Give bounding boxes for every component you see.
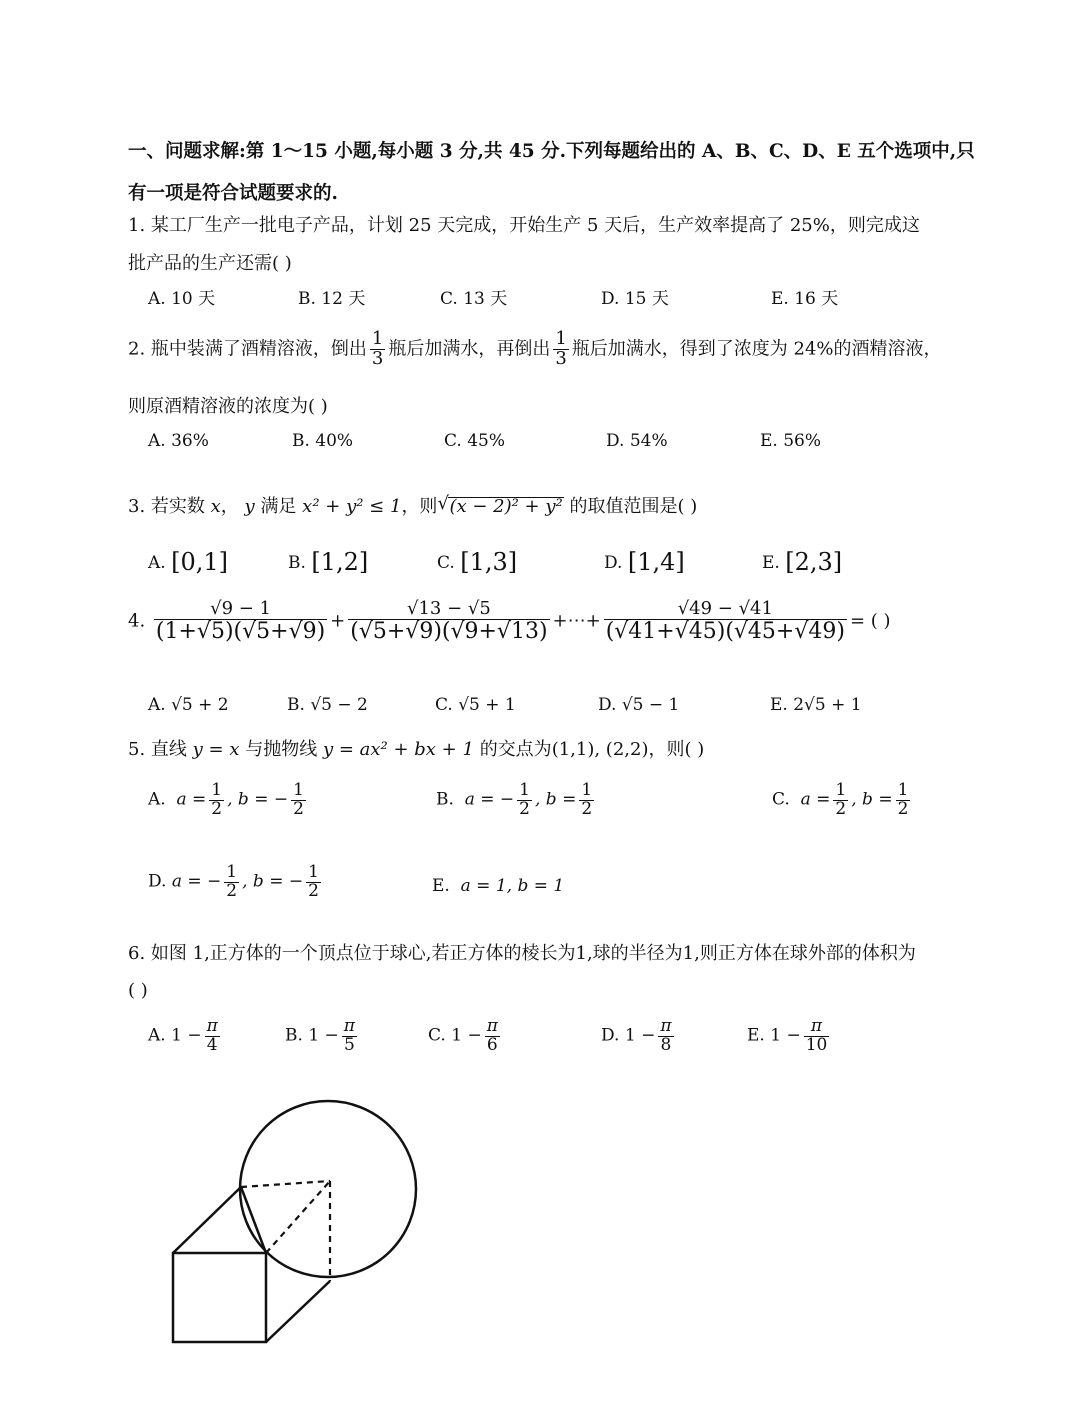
hidden-edge-top xyxy=(241,1181,330,1187)
q3-text-d: 的取值范围是( ) xyxy=(569,496,698,517)
q4-stem: 4. $\frac{√9 - 1}{(1+√5)(√5+√9)}$ + $\frac{√13 - √5}{(√5+√9)(√9+√13)}$ +⋯+ $\frac{√49 - √41}{(√41+√45)(√45+√49)}$ = ( ) xyxy=(128,598,891,644)
q2-text-a: 2. 瓶中装满了酒精溶液，倒出 xyxy=(128,338,367,360)
q1-option-d[interactable]: D. 15 天 xyxy=(601,289,669,309)
q6-option-e[interactable]: E. 1 − $\frac{\pi}{10}$ xyxy=(747,1016,828,1055)
q1-option-e[interactable]: E. 16 天 xyxy=(771,289,839,309)
section-header-line2: 有一项是符合试题要求的. xyxy=(128,183,338,204)
cube-edge-bottom-right xyxy=(266,1281,330,1342)
q1-stem-line2: 批产品的生产还需( ) xyxy=(128,253,292,274)
q2-option-b[interactable]: B. 40% xyxy=(292,431,354,451)
q5-option-a[interactable]: A. a = $\frac{1}{2}$ , b = − $\frac{1}{2}$ xyxy=(148,780,304,819)
q5-option-b[interactable]: B. a = − $\frac{1}{2}$ , b = $\frac{1}{2}$ xyxy=(436,780,593,819)
q5-option-d[interactable]: D. a = − $\frac{1}{2}$ , b = − $\frac{1}{2}$ xyxy=(148,862,319,901)
q1-option-c[interactable]: C. 13 天 xyxy=(440,289,508,309)
q2-option-a[interactable]: A. 36% xyxy=(148,431,209,451)
q6-option-b[interactable]: B. 1 − $\frac{\pi}{5}$ xyxy=(285,1016,355,1055)
q2-option-d[interactable]: D. 54% xyxy=(606,431,668,451)
q4-ellipsis: +⋯+ xyxy=(552,610,601,632)
q3-text-b: 满足 xyxy=(260,496,297,517)
section-header-line1: 一、问题求解:第 1～15 小题,每小题 3 分,共 45 分.下列每题给出的 A、B、C、D、E 五个选项中,只 xyxy=(128,141,975,162)
q2-option-c[interactable]: C. 45% xyxy=(444,431,505,451)
q5-points: (1,1), (2,2) xyxy=(551,739,649,760)
q2-stem-line2: 则原酒精溶液的浓度为( ) xyxy=(128,396,328,417)
q6-stem-line2: ( ) xyxy=(128,980,148,1001)
q3-radical: √ (x − 2)² + y² xyxy=(437,497,563,516)
q3-text-a: 3. 若实数 xyxy=(128,496,205,517)
q5-text-b: 与抛物线 xyxy=(245,739,318,760)
q2-fraction-1: $\frac{1}{3}$ xyxy=(371,328,384,369)
q1-option-a[interactable]: A. 10 天 xyxy=(148,289,216,309)
q6-option-c[interactable]: C. 1 − $\frac{\pi}{6}$ xyxy=(428,1016,498,1055)
q4-term1: $\frac{√9 - 1}{(1+√5)(√5+√9)}$ xyxy=(155,598,326,644)
q4-term3: $\frac{√49 - √41}{(√41+√45)(√45+√49)}$ xyxy=(605,598,845,644)
q1-stem-line1: 1. 某工厂生产一批电子产品，计划 25 天完成，开始生产 5 天后，生产效率提高了 25%，则完成这 xyxy=(128,215,920,236)
q6-option-a[interactable]: A. 1 − $\frac{\pi}{4}$ xyxy=(148,1016,218,1055)
q6-stem-line1: 6. 如图 1,正方体的一个顶点位于球心,若正方体的棱长为1,球的半径为1,则正方体在球外部的体积为 xyxy=(128,943,916,964)
hidden-edge-diagonal xyxy=(266,1181,330,1253)
q2-fraction-2: $\frac{1}{3}$ xyxy=(555,328,567,369)
q1-option-b[interactable]: B. 12 天 xyxy=(298,289,366,309)
q5-option-c[interactable]: C. a = $\frac{1}{2}$ , b = $\frac{1}{2}$ xyxy=(772,780,909,819)
q3-option-a[interactable]: A. [0,1] xyxy=(148,548,228,576)
q3-text-c: ，则 xyxy=(401,496,438,517)
q5-text-d: ，则( ) xyxy=(648,739,705,760)
q3-option-b[interactable]: B. [1,2] xyxy=(288,548,369,576)
q4-number: 4. xyxy=(128,610,146,632)
q4-option-d[interactable]: D. √5 − 1 xyxy=(598,695,680,715)
q4-option-c[interactable]: C. √5 + 1 xyxy=(435,695,516,715)
q4-term2: $\frac{√13 - √5}{(√5+√9)(√9+√13)}$ xyxy=(350,598,548,644)
q2-text-c: 瓶后加满水，得到了浓度为 24%的酒精溶液， xyxy=(571,338,942,360)
q4-option-b[interactable]: B. √5 − 2 xyxy=(287,695,368,715)
q4-tail: = ( ) xyxy=(849,610,891,632)
q5-option-e[interactable]: E. a = 1, b = 1 xyxy=(432,876,565,896)
q5-text-a: 5. 直线 xyxy=(128,739,187,760)
q3-option-c[interactable]: C. [1,3] xyxy=(437,548,518,576)
q5-line-eq: y = x xyxy=(192,739,240,760)
cube-front-face xyxy=(173,1253,266,1342)
q3-var-x: x xyxy=(210,496,221,517)
q4-option-a[interactable]: A. √5 + 2 xyxy=(148,695,229,715)
cube-edge-top-left xyxy=(173,1187,241,1253)
q3-comma: ， xyxy=(220,496,239,517)
q2-text-b: 瓶后加满水，再倒出 xyxy=(388,338,551,360)
q4-option-e[interactable]: E. 2√5 + 1 xyxy=(770,695,862,715)
q3-option-e[interactable]: E. [2,3] xyxy=(762,548,843,576)
q2-option-e[interactable]: E. 56% xyxy=(760,431,822,451)
q5-text-c: 的交点为 xyxy=(479,739,552,760)
q3-option-d[interactable]: D. [1,4] xyxy=(604,548,685,576)
q5-parabola: y = ax² + bx + 1 xyxy=(322,739,474,760)
q3-var-y: y xyxy=(244,496,255,517)
q6-option-d[interactable]: D. 1 − $\frac{\pi}{8}$ xyxy=(601,1016,672,1055)
q3-condition: x² + y² ≤ 1 xyxy=(302,496,402,517)
